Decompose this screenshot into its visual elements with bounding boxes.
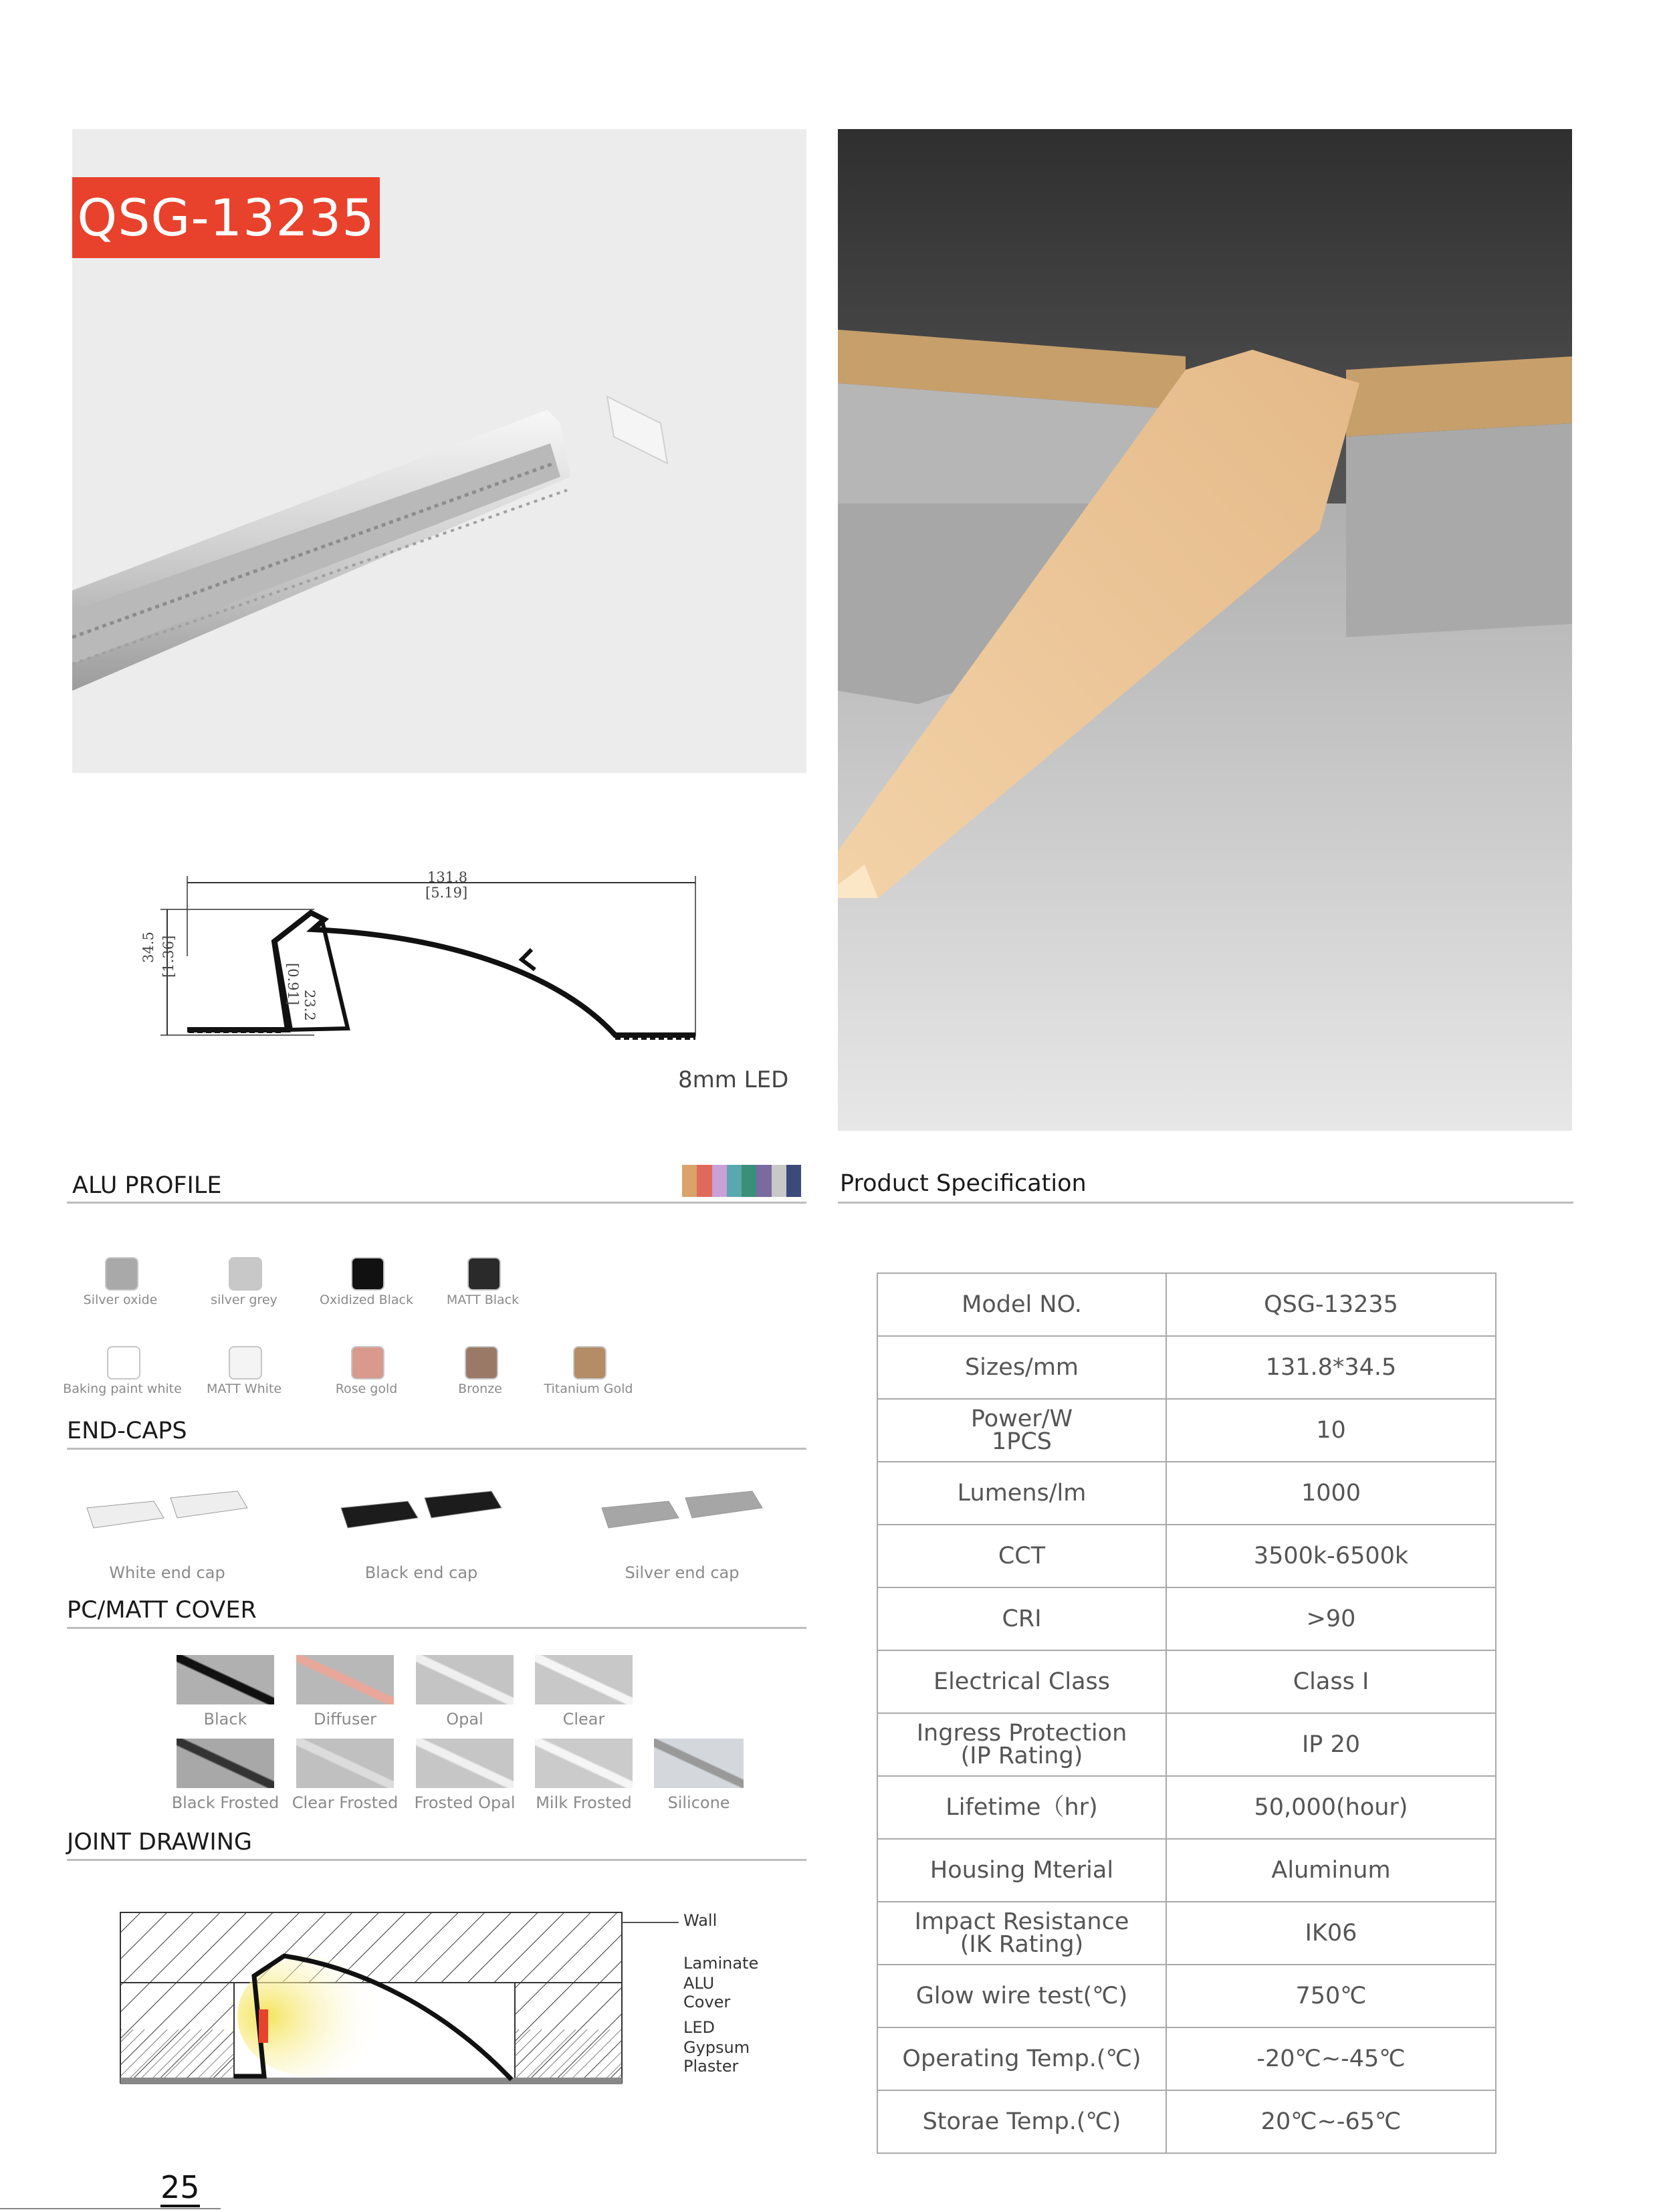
divider bbox=[67, 1627, 806, 1629]
divider bbox=[67, 1448, 806, 1450]
pc-cover-title: PC/MATT COVER bbox=[67, 1597, 257, 1624]
cover-sample[interactable] bbox=[296, 1739, 394, 1788]
alu-color-label: Oxidized Black bbox=[320, 1293, 413, 1307]
spec-value: 20℃~-65℃ bbox=[1166, 2090, 1496, 2153]
spec-value: 50,000(hour) bbox=[1166, 1776, 1496, 1839]
palette-color bbox=[712, 1165, 727, 1197]
spec-row bbox=[877, 1399, 1496, 1462]
end-cap-label: Black end cap bbox=[364, 1563, 478, 1582]
cover-label: Clear bbox=[562, 1710, 605, 1729]
spec-row bbox=[877, 1713, 1496, 1776]
joint-legend-item: Cover bbox=[683, 1993, 731, 2011]
installation-scene-image bbox=[838, 129, 1572, 1131]
cover-label: Frosted Opal bbox=[414, 1793, 516, 1812]
cover-sample[interactable] bbox=[535, 1655, 633, 1704]
cover-sample[interactable] bbox=[654, 1739, 744, 1788]
spec-value: 750℃ bbox=[1166, 1965, 1496, 2027]
alu-color-swatch[interactable] bbox=[465, 1346, 498, 1379]
cover-label: Black bbox=[203, 1710, 247, 1729]
spec-row bbox=[877, 1587, 1496, 1650]
spec-row bbox=[877, 1776, 1496, 1839]
spec-key: Housing Mterial bbox=[877, 1839, 1166, 1902]
spec-value: Class I bbox=[1166, 1650, 1496, 1713]
spec-value: QSG-13235 bbox=[1166, 1273, 1496, 1336]
spec-row bbox=[877, 1525, 1496, 1587]
joint-legend-item: Plaster bbox=[683, 2057, 739, 2076]
spec-value: IP 20 bbox=[1166, 1713, 1496, 1776]
alu-color-label: MATT Black bbox=[446, 1293, 520, 1307]
cover-sample[interactable] bbox=[535, 1739, 633, 1788]
divider bbox=[67, 1202, 806, 1204]
spec-key: Sizes/mm bbox=[877, 1336, 1166, 1399]
end-cap-image bbox=[80, 1488, 254, 1535]
spec-row bbox=[877, 1462, 1496, 1525]
alu-profile-title: ALU PROFILE bbox=[72, 1172, 222, 1199]
palette-color bbox=[727, 1165, 742, 1197]
spec-key-line: Impact Resistance bbox=[914, 1908, 1129, 1935]
dim-inner-inch: [0.91] bbox=[285, 963, 301, 1006]
cover-sample[interactable] bbox=[296, 1655, 394, 1704]
spec-key: Operating Temp.(℃) bbox=[877, 2027, 1166, 2090]
spec-value: -20℃~-45℃ bbox=[1166, 2027, 1496, 2090]
spec-key: Storae Temp.(℃) bbox=[877, 2090, 1166, 2153]
palette-color bbox=[772, 1165, 786, 1197]
spec-key: Electrical Class bbox=[877, 1650, 1166, 1713]
cover-label: Black Frosted bbox=[171, 1793, 280, 1812]
spec-value: Aluminum bbox=[1166, 1839, 1496, 1902]
alu-color-swatch[interactable] bbox=[107, 1346, 140, 1379]
palette-color bbox=[682, 1165, 697, 1197]
divider bbox=[67, 1859, 806, 1861]
spec-row bbox=[877, 1965, 1496, 2027]
end-caps-title: END-CAPS bbox=[67, 1418, 187, 1444]
cover-sample[interactable] bbox=[416, 1655, 514, 1704]
cover-label: Opal bbox=[446, 1710, 483, 1729]
end-cap-image bbox=[334, 1488, 508, 1535]
spec-key bbox=[877, 1902, 1166, 1965]
spec-key-line: (IK Rating) bbox=[960, 1931, 1084, 1958]
alu-color-swatch[interactable] bbox=[229, 1257, 262, 1291]
alu-color-label: MATT White bbox=[206, 1381, 282, 1396]
end-cap-label: Silver end cap bbox=[625, 1563, 740, 1582]
joint-drawing-title: JOINT DRAWING bbox=[67, 1829, 252, 1856]
spec-key: CCT bbox=[877, 1525, 1166, 1587]
footer-line bbox=[0, 2208, 221, 2209]
page-number: 25 bbox=[160, 2170, 200, 2207]
joint-drawing bbox=[117, 1909, 719, 2096]
alu-color-label: Bronze bbox=[458, 1381, 502, 1396]
spec-value: 1000 bbox=[1166, 1462, 1496, 1525]
spec-key-line: Ingress Protection bbox=[916, 1720, 1127, 1747]
spec-value: >90 bbox=[1166, 1587, 1496, 1650]
spec-row bbox=[877, 1273, 1496, 1336]
spec-value: IK06 bbox=[1166, 1902, 1496, 1965]
palette-color bbox=[697, 1165, 711, 1197]
palette-color bbox=[786, 1165, 801, 1197]
spec-key-line: (IP Rating) bbox=[960, 1743, 1083, 1769]
cover-sample[interactable] bbox=[177, 1655, 274, 1704]
palette-color bbox=[756, 1165, 771, 1197]
spec-key bbox=[877, 1713, 1166, 1776]
end-cap-label: White end cap bbox=[109, 1563, 225, 1582]
product-code-badge: QSG-13235 bbox=[72, 177, 380, 258]
alu-color-swatch[interactable] bbox=[105, 1257, 138, 1291]
cover-sample[interactable] bbox=[177, 1739, 274, 1788]
spec-key-line: Power/W bbox=[970, 1406, 1073, 1432]
spec-key: CRI bbox=[877, 1587, 1166, 1650]
dim-width: 131.8 bbox=[427, 869, 468, 885]
alu-color-swatch[interactable] bbox=[229, 1346, 262, 1379]
spec-value: 3500k-6500k bbox=[1166, 1525, 1496, 1587]
spec-table bbox=[877, 1273, 1497, 2154]
spec-key: Lifetime（hr) bbox=[877, 1776, 1166, 1839]
spec-key bbox=[877, 1399, 1166, 1462]
joint-legend-item: ALU bbox=[683, 1974, 715, 1993]
cover-label: Milk Frosted bbox=[536, 1793, 632, 1812]
joint-legend-item: Laminate bbox=[683, 1954, 759, 1973]
spec-key: Glow wire test(℃) bbox=[877, 1965, 1166, 2027]
dim-width-inch: [5.19] bbox=[425, 885, 468, 901]
divider bbox=[838, 1202, 1573, 1204]
joint-legend-item: Gypsum bbox=[683, 2038, 750, 2057]
spec-title: Product Specification bbox=[840, 1170, 1087, 1197]
alu-color-label: Titanium Gold bbox=[544, 1381, 633, 1396]
led-note: 8mm LED bbox=[678, 1067, 789, 1093]
alu-color-label: silver grey bbox=[211, 1293, 278, 1307]
color-palette-strip bbox=[682, 1165, 801, 1197]
spec-row bbox=[877, 1650, 1496, 1713]
spec-key: Model NO. bbox=[877, 1273, 1166, 1336]
dim-inner: 23.2 bbox=[302, 990, 318, 1021]
spec-row bbox=[877, 2027, 1496, 2090]
spec-key: Lumens/lm bbox=[877, 1462, 1166, 1525]
spec-key-line: 1PCS bbox=[991, 1428, 1053, 1455]
alu-color-swatch[interactable] bbox=[351, 1257, 384, 1291]
spec-value: 131.8*34.5 bbox=[1166, 1336, 1496, 1399]
spec-row bbox=[877, 1902, 1496, 1965]
alu-color-swatch[interactable] bbox=[467, 1257, 501, 1291]
dim-height: 34.5 bbox=[140, 931, 156, 963]
end-cap-image bbox=[595, 1488, 769, 1535]
palette-color bbox=[742, 1165, 756, 1197]
alu-color-label: Silver oxide bbox=[83, 1293, 158, 1307]
cover-label: Silicone bbox=[667, 1793, 730, 1812]
alu-color-swatch[interactable] bbox=[351, 1346, 384, 1379]
spec-row bbox=[877, 1839, 1496, 1902]
alu-color-label: Baking paint white bbox=[63, 1381, 182, 1396]
cover-label: Clear Frosted bbox=[292, 1793, 399, 1812]
cover-label: Diffuser bbox=[313, 1710, 377, 1729]
spec-row bbox=[877, 2090, 1496, 2153]
cover-sample[interactable] bbox=[416, 1739, 514, 1788]
dim-height-inch: [1.36] bbox=[160, 935, 177, 978]
spec-row bbox=[877, 1336, 1496, 1399]
alu-color-swatch[interactable] bbox=[573, 1346, 606, 1379]
alu-color-label: Rose gold bbox=[335, 1381, 398, 1396]
joint-legend-item: LED bbox=[683, 2018, 715, 2037]
joint-legend-item: Wall bbox=[683, 1911, 717, 1930]
spec-value: 10 bbox=[1166, 1399, 1496, 1462]
